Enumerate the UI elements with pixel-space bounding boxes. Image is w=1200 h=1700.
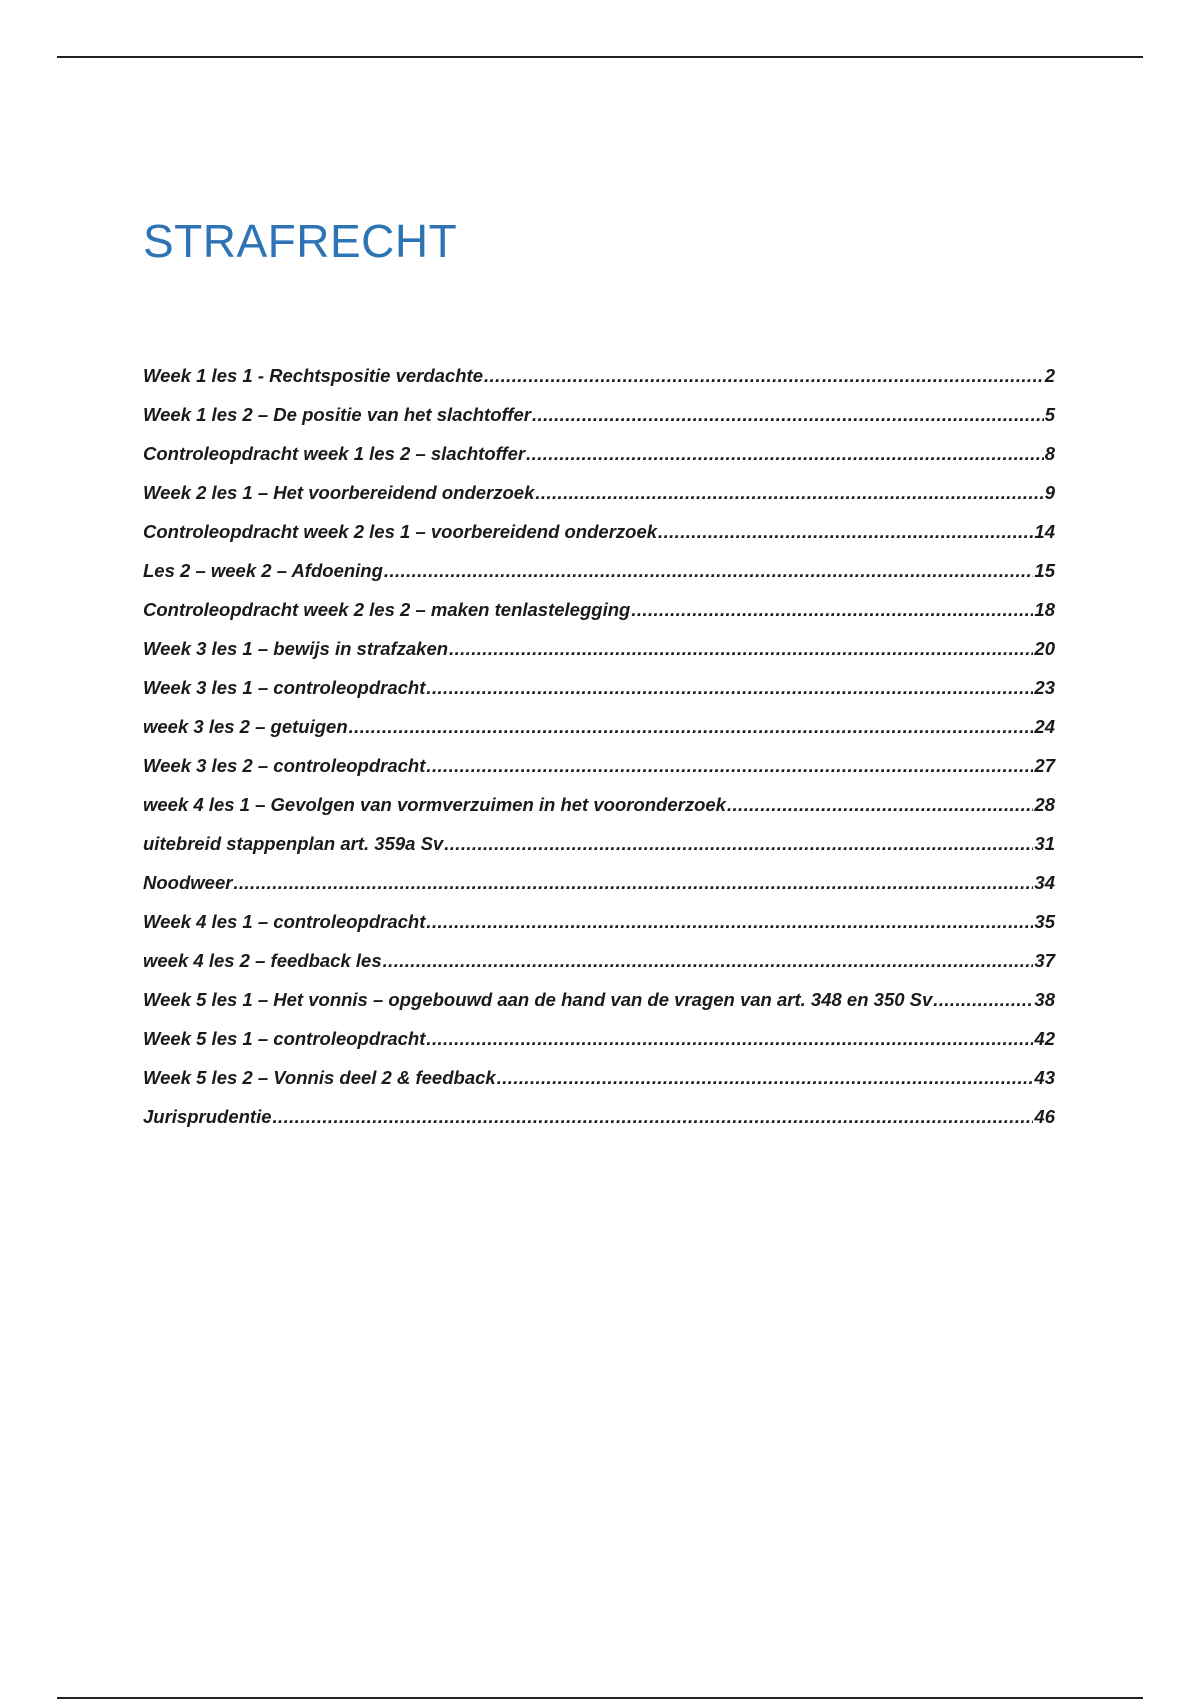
toc-dot-leader: [273, 1106, 1034, 1128]
toc-entry[interactable]: [143, 755, 1055, 794]
toc-page-number: 20: [1034, 638, 1055, 660]
toc-dot-leader: [383, 950, 1034, 972]
toc-dot-leader: [933, 989, 1033, 1011]
toc-page-number: 2: [1044, 365, 1055, 386]
toc-page-number: 31: [1034, 832, 1055, 854]
toc-page-number: 8: [1044, 442, 1055, 464]
footer-rule: [57, 1697, 1143, 1699]
toc-entry[interactable]: [143, 599, 1055, 638]
toc-entry-text: Week 3 les 2 – controleopdracht: [143, 754, 426, 776]
toc-entry-text: Les 2 – week 2 – Afdoening: [143, 560, 383, 582]
toc-page-number: 43: [1034, 1066, 1055, 1088]
toc-entry-text: Week 5 les 1 – Het vonnis – opgebouwd aan de hand van de vragen van art. 348 en 350 Sv: [143, 988, 933, 1010]
toc-page-number: 38: [1034, 988, 1055, 1010]
toc-entry[interactable]: [143, 911, 1055, 950]
toc-entry[interactable]: [143, 521, 1055, 560]
toc-dot-leader: [497, 1067, 1034, 1089]
toc-entry[interactable]: [143, 365, 1055, 404]
toc-page-number: 14: [1034, 520, 1055, 542]
toc-entry-text: Controleopdracht week 2 les 2 – maken tenlastelegging: [143, 598, 631, 620]
toc-dot-leader: [233, 872, 1033, 894]
toc-entry[interactable]: [143, 872, 1055, 911]
toc-dot-leader: [349, 716, 1034, 738]
toc-page-number: 37: [1034, 950, 1055, 972]
toc-dot-leader: [727, 794, 1033, 816]
toc-page-number: 34: [1034, 872, 1055, 894]
toc-entry-text: Jurisprudentie: [143, 1106, 272, 1128]
toc-dot-leader: [426, 1028, 1033, 1050]
toc-entry-text: Week 4 les 1 – controleopdracht: [143, 910, 426, 932]
toc-entry[interactable]: [143, 794, 1055, 833]
toc-dot-leader: [449, 638, 1033, 660]
header-rule: [57, 56, 1143, 58]
toc-entry[interactable]: [143, 989, 1055, 1028]
toc-page-number: 28: [1034, 794, 1055, 816]
toc-entry-text: Week 1 les 1 - Rechtspositie verdachte: [143, 365, 484, 386]
toc-dot-leader: [444, 833, 1033, 855]
toc-dot-leader: [384, 560, 1034, 582]
toc-entry[interactable]: [143, 950, 1055, 989]
toc-entry[interactable]: [143, 1028, 1055, 1067]
toc-page-number: 15: [1034, 560, 1055, 582]
toc-entry-text: Noodweer: [143, 872, 233, 894]
toc-entry[interactable]: [143, 638, 1055, 677]
toc-dot-leader: [526, 443, 1044, 465]
toc-entry-text: week 4 les 2 – feedback les: [143, 950, 382, 972]
toc-entry[interactable]: [143, 482, 1055, 521]
toc-entry[interactable]: [143, 1106, 1055, 1145]
toc-entry[interactable]: [143, 404, 1055, 443]
toc-page-number: 18: [1034, 598, 1055, 620]
toc-entry-text: Controleopdracht week 1 les 2 – slachtoffer: [143, 442, 526, 464]
toc-entry-text: Week 3 les 1 – bewijs in strafzaken: [143, 638, 449, 660]
document-title: STRAFRECHT: [143, 215, 458, 267]
table-of-contents: [143, 365, 1055, 1145]
toc-entry[interactable]: [143, 677, 1055, 716]
toc-entry-text: Week 5 les 1 – controleopdracht: [143, 1028, 426, 1050]
toc-entry-text: Controleopdracht week 2 les 1 – voorbereidend onderzoek: [143, 520, 658, 542]
toc-entry[interactable]: [143, 1067, 1055, 1106]
toc-entry[interactable]: [143, 833, 1055, 872]
toc-dot-leader: [484, 365, 1044, 387]
toc-dot-leader: [532, 404, 1044, 426]
toc-dot-leader: [658, 521, 1033, 543]
toc-entry-text: Week 1 les 2 – De positie van het slachtoffer: [143, 404, 531, 426]
toc-page-number: 27: [1034, 754, 1055, 776]
toc-dot-leader: [535, 482, 1043, 504]
toc-page-number: 35: [1034, 910, 1055, 932]
toc-page-number: 23: [1034, 676, 1055, 698]
toc-entry-text: week 4 les 1 – Gevolgen van vormverzuimen in het vooronderzoek: [143, 794, 726, 816]
toc-entry[interactable]: [143, 560, 1055, 599]
toc-entry[interactable]: [143, 443, 1055, 482]
toc-entry-text: week 3 les 2 – getuigen: [143, 716, 348, 738]
toc-dot-leader: [631, 599, 1033, 621]
toc-dot-leader: [426, 755, 1033, 777]
toc-dot-leader: [426, 677, 1033, 699]
toc-entry-text: Week 2 les 1 – Het voorbereidend onderzoek: [143, 482, 535, 504]
toc-entry-text: Week 3 les 1 – controleopdracht: [143, 676, 426, 698]
toc-page-number: 24: [1034, 716, 1055, 738]
toc-page-number: 9: [1044, 482, 1055, 504]
toc-entry[interactable]: [143, 716, 1055, 755]
toc-dot-leader: [426, 911, 1033, 933]
toc-page-number: 5: [1044, 404, 1055, 426]
toc-page-number: 46: [1034, 1106, 1055, 1128]
toc-entry-text: uitebreid stappenplan art. 359a Sv: [143, 832, 444, 854]
toc-page-number: 42: [1034, 1028, 1055, 1050]
toc-entry-text: Week 5 les 2 – Vonnis deel 2 & feedback: [143, 1066, 496, 1088]
